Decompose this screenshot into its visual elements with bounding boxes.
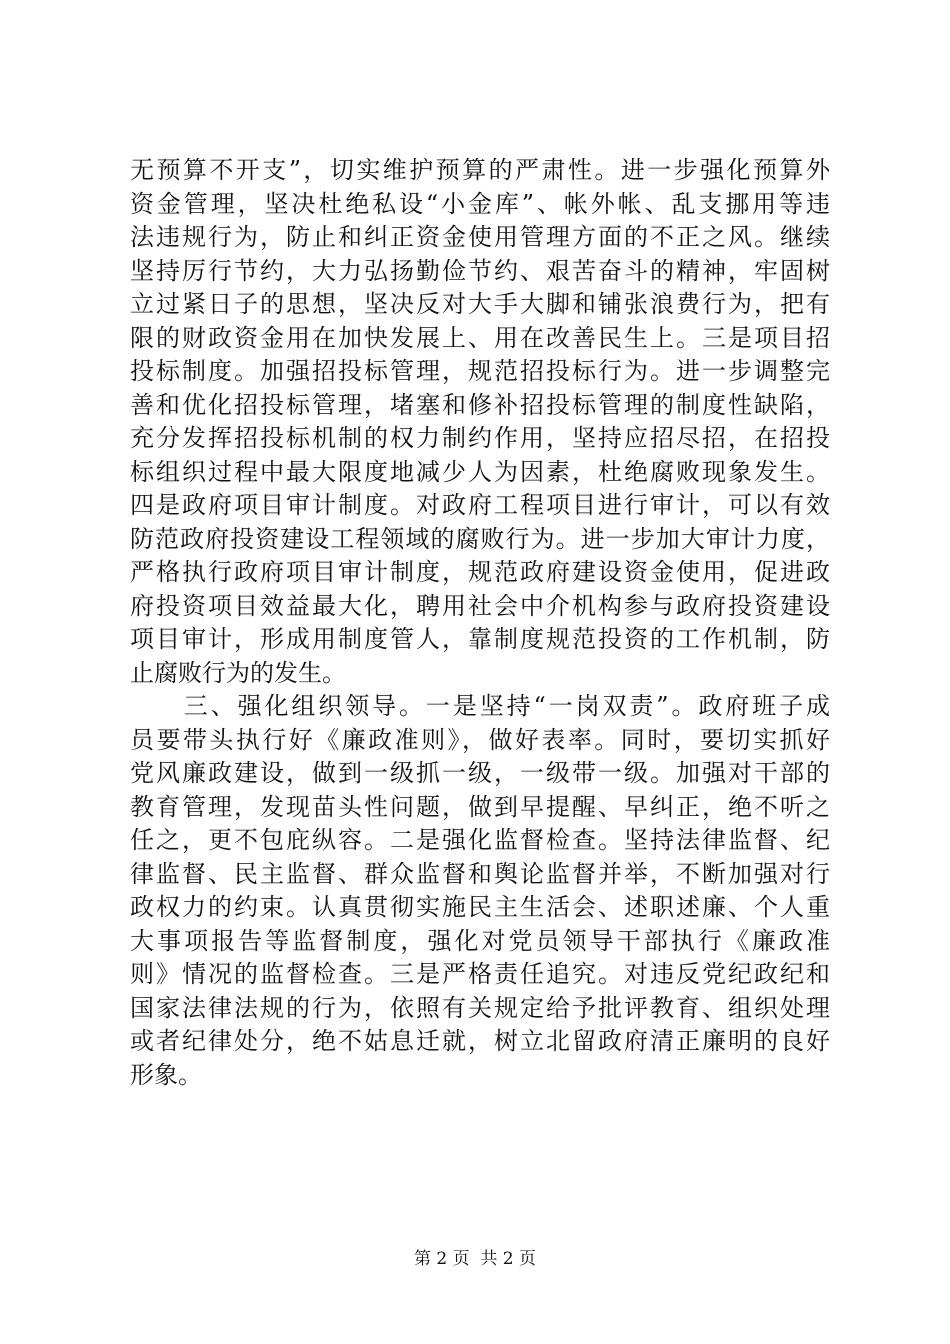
text-line: 四是政府项目审计制度。对政府工程项目进行审计，可以有效 [130, 491, 830, 519]
text-line: 充分发挥招投标机制的权力制约作用，坚持应招尽招，在招投 [130, 424, 830, 452]
text-line: 员要带头执行好《廉政准则》，做好表率。同时，要切实抓好 [130, 725, 830, 754]
text-line: 防范政府投资建设工程领域的腐败行为。进一步加大审计力度， [130, 524, 830, 553]
text-line: 限的财政资金用在加快发展上、用在改善民生上。三是项目招 [130, 323, 830, 352]
page-footer [0, 1244, 950, 1269]
text-line: 或者纪律处分，绝不姑息迁就，树立北留政府清正廉明的良好 [130, 1027, 830, 1055]
page-number-label: 第 2 页 共 2 页 [413, 1249, 537, 1269]
text-line: 法违规行为，防止和纠正资金使用管理方面的不正之风。继续 [130, 223, 830, 251]
text-line: 标组织过程中最大限度地减少人为因素，杜绝腐败现象发生。 [130, 457, 830, 486]
text-line: 律监督、民主监督、群众监督和舆论监督并举，不断加强对行 [130, 859, 830, 888]
paragraph-1 [130, 154, 830, 690]
text-line: 投标制度。加强招投标管理，规范招投标行为。进一步调整完 [130, 357, 830, 385]
document-body [130, 154, 830, 1092]
text-line: 形象。 [130, 1060, 202, 1089]
text-line: 府投资项目效益最大化，聘用社会中介机构参与政府投资建设 [130, 591, 830, 620]
paragraph-2 [130, 690, 830, 1092]
text-line: 任之，更不包庇纵容。二是强化监督检查。坚持法律监督、纪 [130, 826, 830, 854]
text-line: 坚持厉行节约，大力弘扬勤俭节约、艰苦奋斗的精神，牢固树 [130, 256, 830, 285]
text-line: 项目审计，形成用制度管人，靠制度规范投资的工作机制，防 [130, 625, 830, 653]
text-line: 则》情况的监督检查。三是严格责任追究。对违反党纪政纪和 [130, 960, 830, 988]
text-line: 国家法律法规的行为，依照有关规定给予批评教育、组织处理 [130, 993, 830, 1022]
text-line: 大事项报告等监督制度，强化对党员领导干部执行《廉政准 [130, 926, 830, 955]
text-line: 教育管理，发现苗头性问题，做到早提醒、早纠正，绝不听之 [130, 792, 830, 821]
text-line: 三、强化组织领导。一是坚持“一岗双责”。政府班子成 [130, 692, 830, 720]
text-line: 党风廉政建设，做到一级抓一级，一级带一级。加强对干部的 [130, 759, 830, 787]
text-line: 资金管理，坚决杜绝私设“小金库”、帐外帐、乱支挪用等违 [130, 189, 830, 218]
text-line: 无预算不开支”，切实维护预算的严肃性。进一步强化预算外 [130, 156, 830, 184]
text-line: 立过紧日子的思想，坚决反对大手大脚和铺张浪费行为，把有 [130, 290, 830, 318]
text-line: 政权力的约束。认真贯彻实施民主生活会、述职述廉、个人重 [130, 893, 830, 921]
text-line: 严格执行政府项目审计制度，规范政府建设资金使用，促进政 [130, 558, 830, 586]
text-line: 善和优化招投标管理，堵塞和修补招投标管理的制度性缺陷， [130, 390, 830, 419]
text-line: 止腐败行为的发生。 [130, 658, 346, 687]
